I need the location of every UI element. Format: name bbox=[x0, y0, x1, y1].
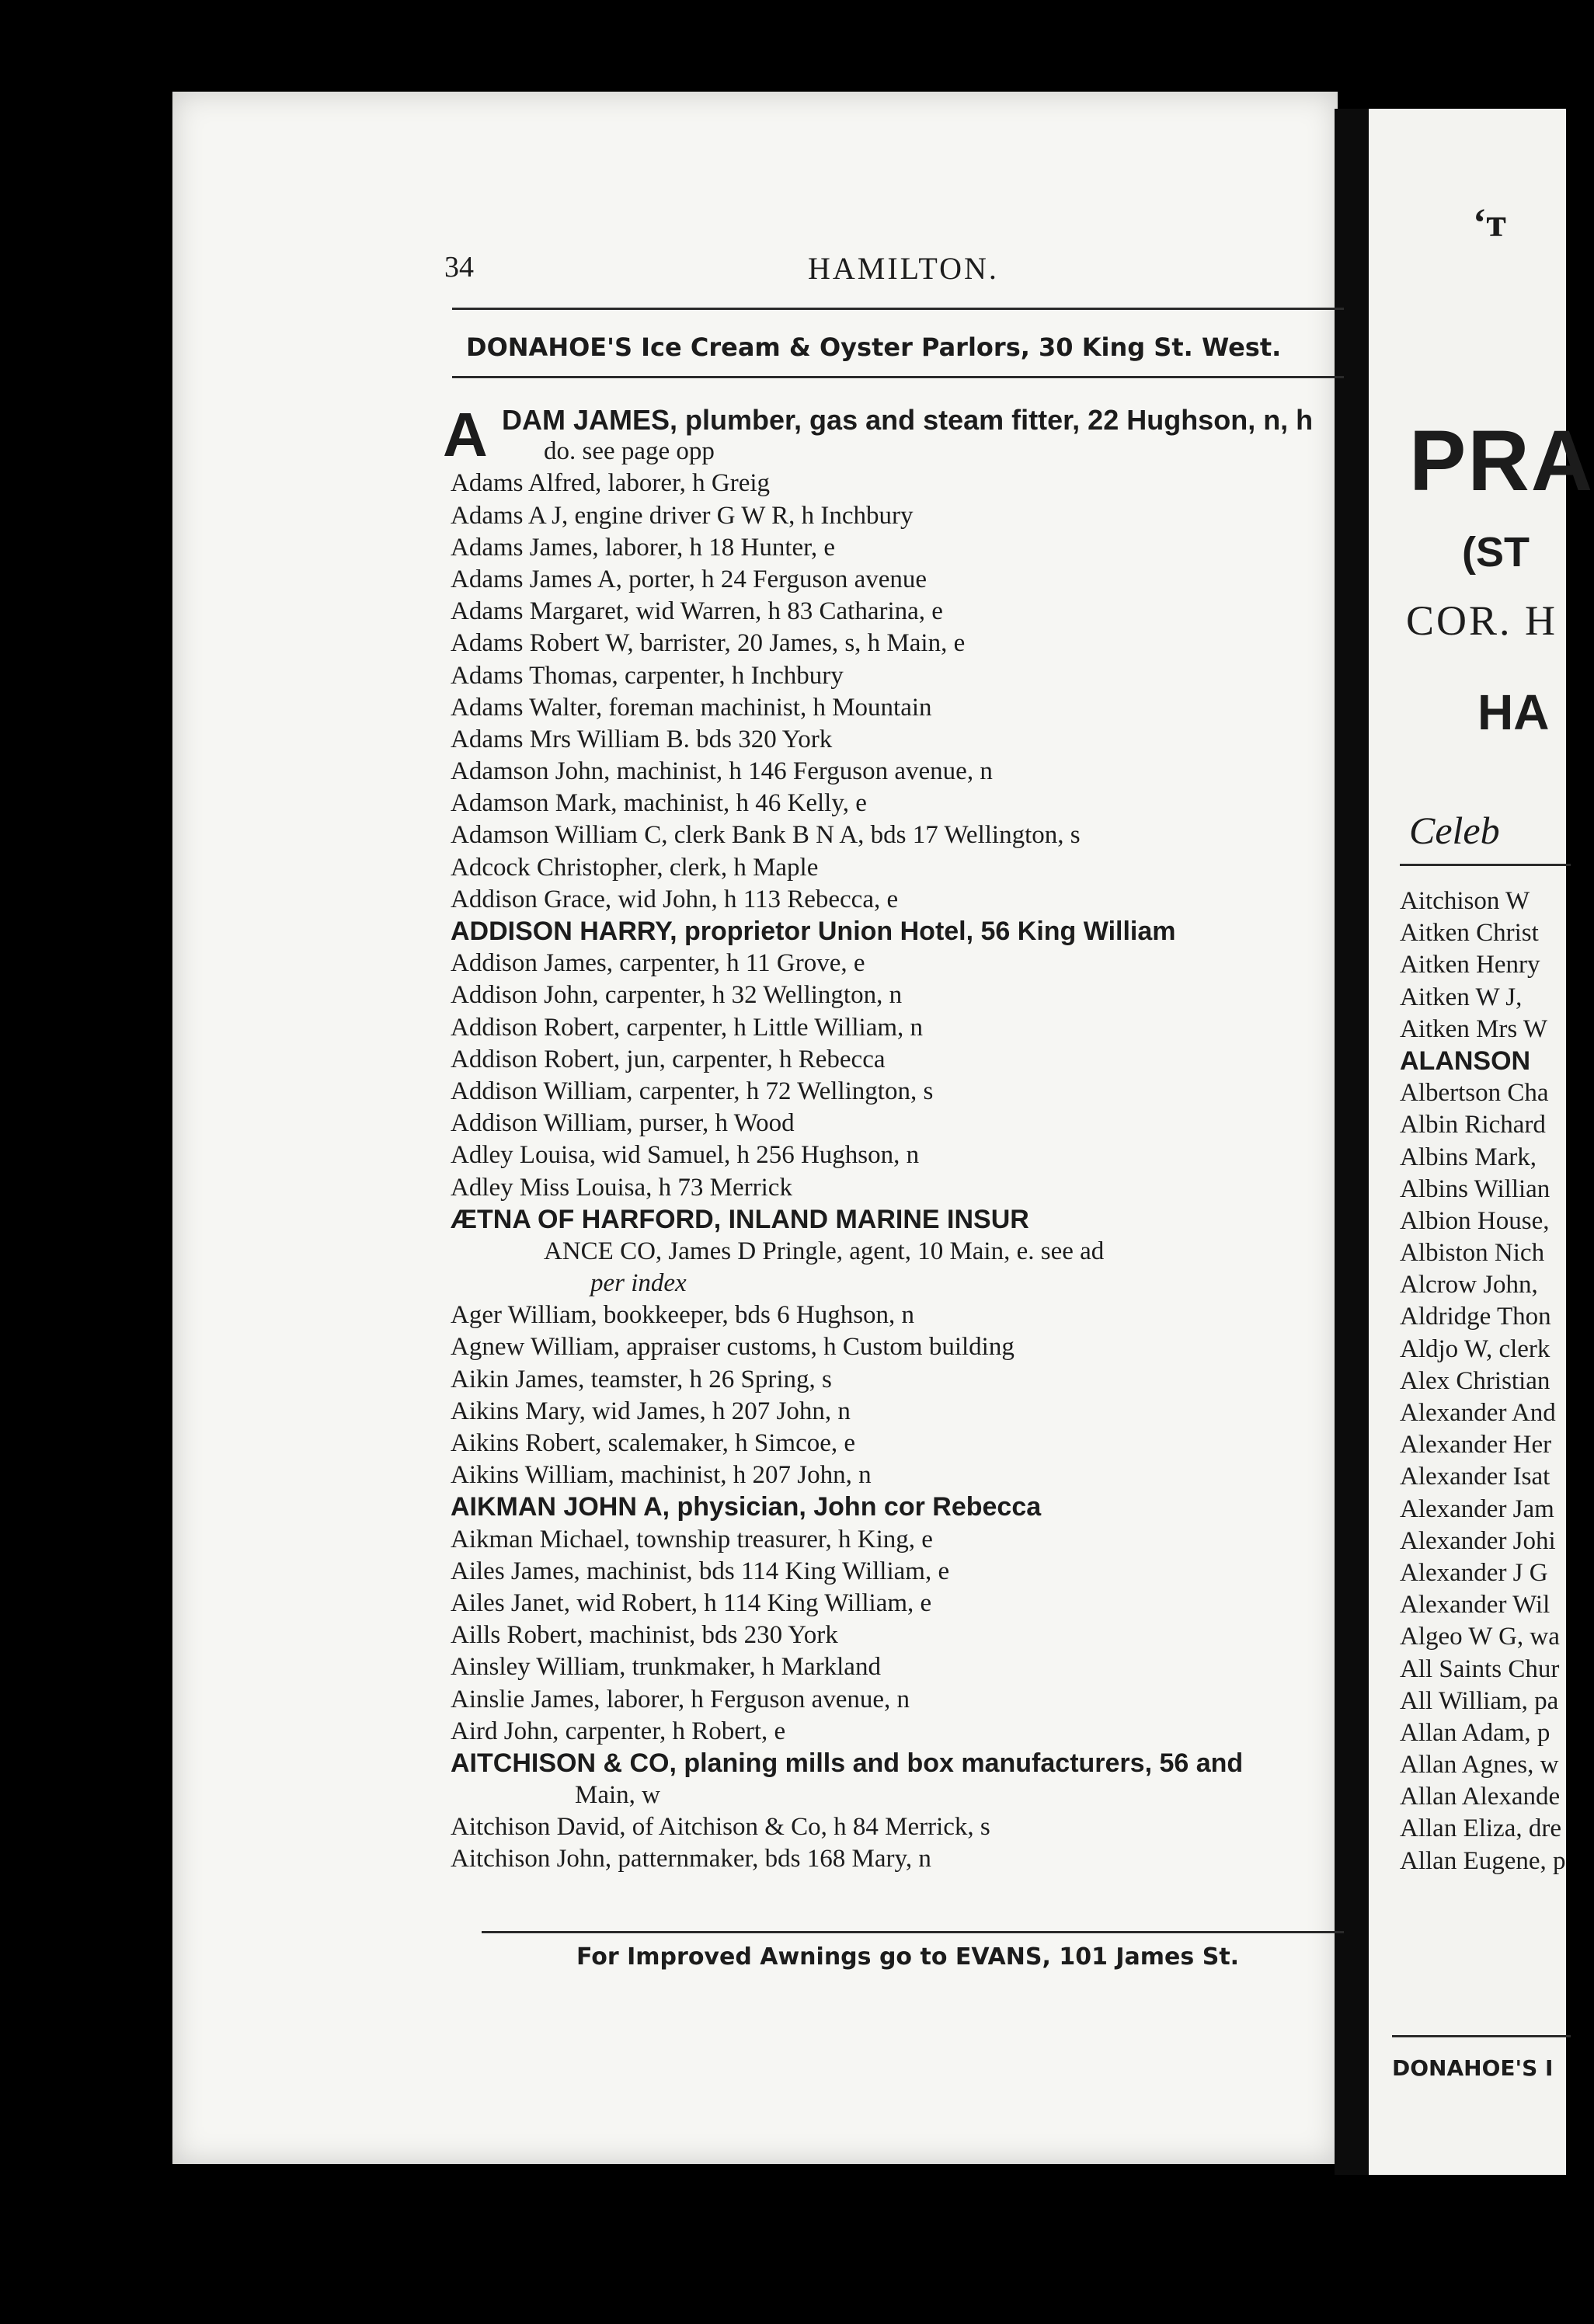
right-directory-entry: Alex Christian bbox=[1400, 1366, 1550, 1395]
directory-entry: Main, w bbox=[575, 1781, 660, 1810]
directory-entry: Aitchison John, patternmaker, bds 168 Mary, n bbox=[451, 1845, 931, 1873]
right-directory-entry: Alcrow John, bbox=[1400, 1271, 1538, 1299]
directory-entry: Aird John, carpenter, h Robert, e bbox=[451, 1717, 786, 1745]
directory-entry: Addison Grace, wid John, h 113 Rebecca, e bbox=[451, 885, 899, 913]
right-directory-entry: Alexander Jam bbox=[1400, 1494, 1554, 1523]
right-directory-entry: ALANSON bbox=[1400, 1045, 1531, 1076]
directory-entry: Addison William, purser, h Wood bbox=[451, 1109, 795, 1138]
directory-entry: Addison John, carpenter, h 32 Wellington, n bbox=[451, 981, 903, 1010]
right-directory-entry: Alexander Wil bbox=[1400, 1591, 1550, 1619]
right-footer-rule bbox=[1392, 2035, 1571, 2037]
directory-entry: ADDISON HARRY, proprietor Union Hotel, 56 King William bbox=[451, 917, 1176, 946]
directory-entry: Adamson John, machinist, h 146 Ferguson avenue, n bbox=[451, 757, 993, 786]
right-directory-entry: Albins Willian bbox=[1400, 1174, 1550, 1203]
banner-rule bbox=[452, 376, 1344, 378]
directory-entry: Addison James, carpenter, h 11 Grove, e bbox=[451, 949, 865, 978]
right-directory-entry: Albiston Nich bbox=[1400, 1239, 1545, 1268]
directory-entry: Aikin James, teamster, h 26 Spring, s bbox=[451, 1365, 832, 1393]
top-advert-banner: DONAHOE'S Ice Cream & Oyster Parlors, 30 King St. West. bbox=[466, 332, 1282, 362]
right-ad-subheading: (ST bbox=[1462, 529, 1530, 576]
directory-entry: Adamson William C, clerk Bank B N A, bds 17 Wellington, s bbox=[451, 821, 1081, 850]
right-directory-entry: Allan Eugene, p bbox=[1400, 1846, 1566, 1875]
directory-entry: Adams Mrs William B. bds 320 York bbox=[451, 725, 833, 753]
right-directory-entry: Allan Eliza, dre bbox=[1400, 1814, 1561, 1843]
right-directory-entry: Aitken Henry bbox=[1400, 951, 1540, 979]
right-directory-entry: Alexander J G bbox=[1400, 1558, 1548, 1587]
right-directory-entry: Aitken Christ bbox=[1400, 919, 1539, 948]
page-number: 34 bbox=[444, 251, 474, 284]
directory-entry: Adams Thomas, carpenter, h Inchbury bbox=[451, 661, 844, 690]
right-directory-entry: Albins Mark, bbox=[1400, 1143, 1537, 1171]
right-directory-list bbox=[1400, 885, 1566, 1877]
right-directory-entry: Albion House, bbox=[1400, 1206, 1550, 1235]
right-ad-rule bbox=[1400, 864, 1571, 866]
directory-entry: Adcock Christopher, clerk, h Maple bbox=[451, 853, 819, 882]
directory-entry: Adams Robert W, barrister, 20 James, s, h Main, e bbox=[451, 629, 966, 658]
footer-rule bbox=[482, 1931, 1344, 1933]
directory-entry: ÆTNA OF HARFORD, INLAND MARINE INSUR bbox=[451, 1204, 1029, 1234]
right-ad-heading: PRA bbox=[1409, 413, 1594, 509]
right-directory-entry: Alexander Johi bbox=[1400, 1526, 1556, 1555]
directory-entry: ANCE CO, James D Pringle, agent, 10 Main, e. see ad bbox=[544, 1237, 1105, 1265]
directory-entry: Agnew William, appraiser customs, h Custom building bbox=[451, 1333, 1015, 1362]
directory-entry: Aills Robert, machinist, bds 230 York bbox=[451, 1621, 838, 1650]
right-page-mark: ‘т bbox=[1473, 201, 1506, 245]
directory-entry: Aitchison David, of Aitchison & Co, h 84 Merrick, s bbox=[451, 1813, 990, 1842]
directory-entry: Ager William, bookkeeper, bds 6 Hughson, n bbox=[451, 1301, 915, 1330]
directory-entry: Addison William, carpenter, h 72 Wellington, s bbox=[451, 1077, 934, 1105]
bottom-advert-banner: For Improved Awnings go to EVANS, 101 James St. bbox=[576, 1943, 1240, 1971]
right-directory-entry: Alexander And bbox=[1400, 1399, 1556, 1427]
right-directory-entry: All William, pa bbox=[1400, 1686, 1559, 1715]
right-ad-address: COR. H bbox=[1406, 597, 1558, 644]
right-directory-entry: Algeo W G, wa bbox=[1400, 1623, 1560, 1651]
drop-capital: A bbox=[443, 400, 488, 469]
directory-entries bbox=[451, 404, 1344, 1876]
right-directory-entry: Allan Agnes, w bbox=[1400, 1751, 1559, 1780]
directory-entry: AIKMAN JOHN A, physician, John cor Rebecca bbox=[451, 1492, 1042, 1522]
right-ad-city: HA bbox=[1477, 684, 1550, 740]
right-directory-entry: All Saints Chur bbox=[1400, 1654, 1560, 1683]
right-directory-entry: Allan Adam, p bbox=[1400, 1718, 1550, 1747]
right-footer-banner: DONAHOE'S I bbox=[1392, 2055, 1554, 2081]
right-directory-entry: Aitchison W bbox=[1400, 887, 1530, 915]
directory-entry: per index bbox=[590, 1269, 687, 1298]
directory-entry: Ailes James, machinist, bds 114 King William, e bbox=[451, 1557, 950, 1585]
right-directory-entry: Albin Richard bbox=[1400, 1111, 1546, 1139]
right-directory-entry: Alexander Her bbox=[1400, 1431, 1552, 1459]
directory-entry: Adley Louisa, wid Samuel, h 256 Hughson, n bbox=[451, 1141, 920, 1170]
right-directory-entry: Allan Alexande bbox=[1400, 1783, 1561, 1811]
directory-entry: Ainslie James, laborer, h Ferguson avenue, n bbox=[451, 1685, 910, 1713]
directory-entry: Adams Margaret, wid Warren, h 83 Catharina, e bbox=[451, 597, 943, 626]
running-head: HAMILTON. bbox=[808, 251, 999, 286]
directory-entry: AITCHISON & CO, planing mills and box manufacturers, 56 and bbox=[451, 1748, 1244, 1778]
directory-entry: Aikins Mary, wid James, h 207 John, n bbox=[451, 1397, 851, 1425]
directory-entry: DAM JAMES, plumber, gas and steam fitter, 22 Hughson, n, h bbox=[502, 404, 1314, 436]
directory-entry: Adley Miss Louisa, h 73 Merrick bbox=[451, 1173, 792, 1202]
directory-entry: Aikman Michael, township treasurer, h King, e bbox=[451, 1525, 933, 1553]
directory-entry: Aikins Robert, scalemaker, h Simcoe, e bbox=[451, 1429, 856, 1457]
directory-entry: Adams A J, engine driver G W R, h Inchbury bbox=[451, 501, 914, 530]
directory-entry: Addison Robert, carpenter, h Little William, n bbox=[451, 1013, 924, 1042]
right-directory-entry: Aldjo W, clerk bbox=[1400, 1334, 1550, 1363]
directory-entry: Adams Alfred, laborer, h Greig bbox=[451, 469, 771, 498]
right-directory-entry: Aldridge Thon bbox=[1400, 1303, 1551, 1331]
right-directory-entry: Albertson Cha bbox=[1400, 1079, 1549, 1108]
right-ad-tagline: Celeb bbox=[1409, 809, 1500, 852]
directory-entry: Adamson Mark, machinist, h 46 Kelly, e bbox=[451, 789, 867, 818]
right-directory-entry: Alexander Isat bbox=[1400, 1463, 1550, 1491]
right-page bbox=[1369, 109, 1594, 2175]
directory-entry: Addison Robert, jun, carpenter, h Rebecca bbox=[451, 1045, 886, 1073]
right-directory-entry: Aitken W J, bbox=[1400, 983, 1523, 1011]
directory-entry: do. see page opp bbox=[544, 437, 715, 466]
header-rule bbox=[452, 308, 1344, 310]
right-directory-entry: Aitken Mrs W bbox=[1400, 1014, 1548, 1043]
directory-entry: Aikins William, machinist, h 207 John, n bbox=[451, 1461, 872, 1490]
directory-entry: Ainsley William, trunkmaker, h Markland bbox=[451, 1653, 881, 1682]
directory-entry: Adams James, laborer, h 18 Hunter, e bbox=[451, 533, 835, 562]
directory-entry: Ailes Janet, wid Robert, h 114 King William, e bbox=[451, 1588, 932, 1617]
directory-entry: Adams James A, porter, h 24 Ferguson avenue bbox=[451, 565, 928, 593]
directory-entry: Adams Walter, foreman machinist, h Mountain bbox=[451, 693, 932, 722]
